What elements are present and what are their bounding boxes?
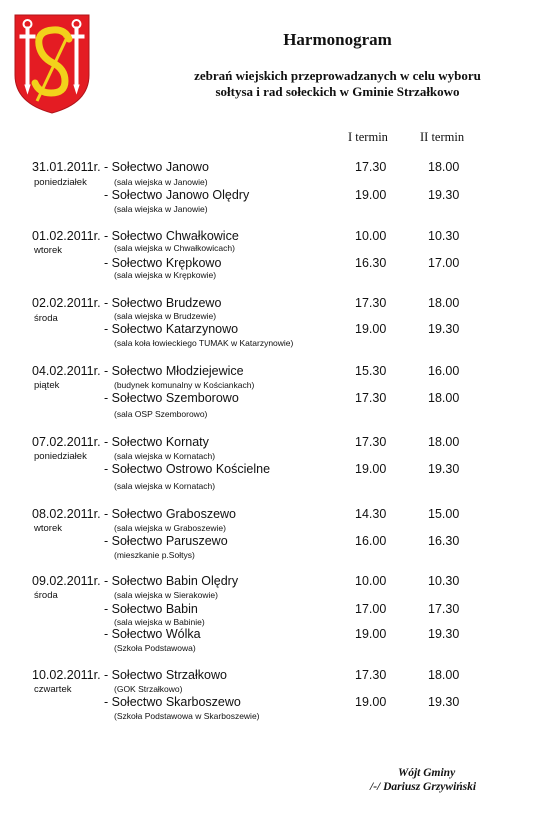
meeting-date: 31.01.2011r. bbox=[32, 160, 101, 174]
term-2-time: 19.30 bbox=[428, 188, 460, 202]
subtitle-line-2: sołtysa i rad sołeckich w Gminie Strzałkowo bbox=[215, 84, 460, 99]
meeting-venue: (Szkoła Podstawowa) bbox=[114, 643, 196, 653]
term-2-time: 17.30 bbox=[428, 602, 460, 616]
meeting-venue: (sala wiejska w Kornatach) bbox=[114, 481, 216, 491]
meeting-weekday: wtorek bbox=[34, 245, 62, 256]
term-1-time: 17.30 bbox=[355, 160, 387, 174]
meeting-venue: (Szkoła Podstawowa w Skarboszewie) bbox=[114, 711, 260, 721]
coat-of-arms-logo bbox=[13, 13, 91, 115]
meeting-date: 08.02.2011r. bbox=[32, 507, 101, 521]
term-1-time: 16.00 bbox=[355, 534, 387, 548]
term-2-time: 18.00 bbox=[428, 435, 460, 449]
village-name: - Sołectwo Graboszewo bbox=[104, 507, 237, 521]
meeting-date: 07.02.2011r. bbox=[32, 435, 101, 449]
village-name: - Sołectwo Janowo bbox=[104, 160, 209, 174]
term-2-time: 19.30 bbox=[428, 462, 460, 476]
page-title: Harmonogram bbox=[283, 30, 392, 49]
meeting-date: 02.02.2011r. bbox=[32, 296, 101, 310]
meeting-weekday: poniedziałek bbox=[34, 451, 87, 462]
term-2-time: 15.00 bbox=[428, 507, 460, 521]
term-2-time: 19.30 bbox=[428, 322, 460, 336]
term-2-time: 18.00 bbox=[428, 391, 460, 405]
meeting-venue: (mieszkanie p.Sołtys) bbox=[114, 550, 195, 560]
term-2-time: 18.00 bbox=[428, 160, 460, 174]
meeting-venue: (sala wiejska w Kornatach) bbox=[114, 451, 216, 461]
village-name: - Sołectwo Krępkowo bbox=[104, 256, 222, 270]
term-2-time: 16.30 bbox=[428, 534, 460, 548]
meeting-date: 10.02.2011r. bbox=[32, 668, 101, 682]
meeting-venue: (sala wiejska w Krępkowie) bbox=[114, 270, 217, 280]
meeting-weekday: środa bbox=[34, 590, 58, 601]
term-1-time: 19.00 bbox=[355, 627, 387, 641]
signature-title: Wójt Gminy bbox=[398, 767, 456, 779]
term-1-time: 19.00 bbox=[355, 322, 387, 336]
meeting-weekday: piątek bbox=[34, 380, 60, 391]
meeting-venue: (GOK Strzałkowo) bbox=[114, 684, 183, 694]
term-1-time: 17.30 bbox=[355, 391, 387, 405]
village-name: - Sołectwo Janowo Olędry bbox=[104, 188, 250, 202]
village-name: - Sołectwo Babin Olędry bbox=[104, 574, 239, 588]
village-name: - Sołectwo Młodziejewice bbox=[104, 364, 244, 378]
village-name: - Sołectwo Wólka bbox=[104, 627, 201, 641]
village-name: - Sołectwo Szemborowo bbox=[104, 391, 239, 405]
term-2-time: 17.00 bbox=[428, 256, 460, 270]
meeting-venue: (sala OSP Szemborowo) bbox=[114, 409, 208, 419]
term-1-time: 16.30 bbox=[355, 256, 387, 270]
village-name: - Sołectwo Ostrowo Kościelne bbox=[104, 462, 271, 476]
meeting-weekday: poniedziałek bbox=[34, 177, 87, 188]
meeting-venue: (budynek komunalny w Kościankach) bbox=[114, 380, 255, 390]
term-1-time: 14.30 bbox=[355, 507, 387, 521]
term-1-time: 19.00 bbox=[355, 462, 387, 476]
term-2-time: 19.30 bbox=[428, 627, 460, 641]
term-1-time: 17.30 bbox=[355, 435, 387, 449]
signature-name: /-/ Dariusz Grzywiński bbox=[370, 781, 477, 793]
term-1-time: 19.00 bbox=[355, 695, 387, 709]
term-1-time: 15.30 bbox=[355, 364, 387, 378]
meeting-venue: (sala wiejska w Janowie) bbox=[114, 177, 208, 187]
village-name: - Sołectwo Chwałkowice bbox=[104, 229, 239, 243]
term-1-time: 17.30 bbox=[355, 296, 387, 310]
meeting-venue: (sala koła łowieckiego TUMAK w Katarzynowie) bbox=[114, 338, 294, 348]
meeting-weekday: środa bbox=[34, 313, 58, 324]
meeting-weekday: wtorek bbox=[34, 523, 62, 534]
village-name: - Sołectwo Paruszewo bbox=[104, 534, 228, 548]
term-1-time: 17.00 bbox=[355, 602, 387, 616]
term-2-time: 16.00 bbox=[428, 364, 460, 378]
meeting-venue: (sala wiejska w Brudzewie) bbox=[114, 311, 217, 321]
village-name: - Sołectwo Kornaty bbox=[104, 435, 209, 449]
meeting-date: 09.02.2011r. bbox=[32, 574, 101, 588]
meeting-venue: (sala wiejska w Babinie) bbox=[114, 617, 205, 627]
term-1-time: 10.00 bbox=[355, 229, 387, 243]
term-1-time: 17.30 bbox=[355, 668, 387, 682]
column-header-term-2: II termin bbox=[420, 130, 465, 144]
village-name: - Sołectwo Skarboszewo bbox=[104, 695, 241, 709]
meeting-venue: (sala wiejska w Janowie) bbox=[114, 204, 208, 214]
village-name: - Sołectwo Brudzewo bbox=[104, 296, 222, 310]
village-name: - Sołectwo Babin bbox=[104, 602, 198, 616]
term-2-time: 18.00 bbox=[428, 668, 460, 682]
meeting-venue: (sala wiejska w Graboszewie) bbox=[114, 523, 226, 533]
term-2-time: 19.30 bbox=[428, 695, 460, 709]
meeting-date: 01.02.2011r. bbox=[32, 229, 101, 243]
meeting-venue: (sala wiejska w Chwałkowicach) bbox=[114, 243, 235, 253]
subtitle-line-1: zebrań wiejskich przeprowadzanych w celu wyboru bbox=[194, 68, 481, 83]
meeting-date: 04.02.2011r. bbox=[32, 364, 101, 378]
term-1-time: 10.00 bbox=[355, 574, 387, 588]
meeting-weekday: czwartek bbox=[34, 684, 72, 695]
column-header-term-1: I termin bbox=[348, 130, 388, 144]
term-2-time: 10.30 bbox=[428, 574, 460, 588]
term-2-time: 18.00 bbox=[428, 296, 460, 310]
term-1-time: 19.00 bbox=[355, 188, 387, 202]
term-2-time: 10.30 bbox=[428, 229, 460, 243]
village-name: - Sołectwo Strzałkowo bbox=[104, 668, 227, 682]
meeting-venue: (sala wiejska w Sierakowie) bbox=[114, 590, 218, 600]
village-name: - Sołectwo Katarzynowo bbox=[104, 322, 239, 336]
